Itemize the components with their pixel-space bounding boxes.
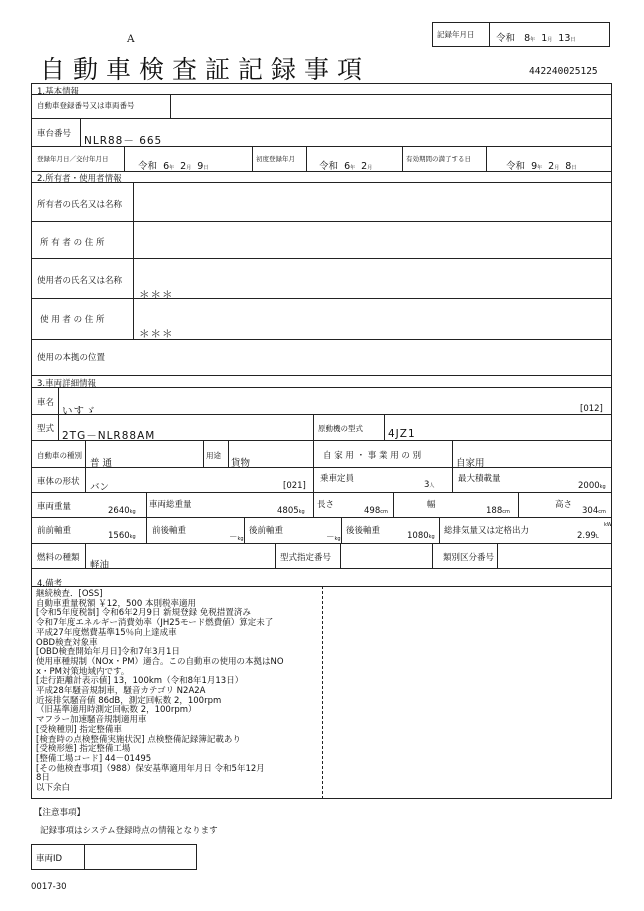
displacement-value: 2.99L (577, 531, 599, 541)
remarks-line: [その他検査事項]（988）保安基準適用年月日 令和5年12月 (36, 763, 265, 774)
first-registration-label: 初度登録年月 (256, 155, 295, 163)
registration-date-value: 令和 6年 2月 9日 (138, 161, 209, 172)
remarks-line: 近接排気騒音値 86dB，測定回転数 2，100rpm (36, 695, 222, 706)
vehicle-id-label: 車両ID (36, 854, 63, 864)
record-date-label: 記録年月日 (437, 30, 475, 39)
capacity-label: 乗車定員 (320, 474, 355, 484)
caution-text: 記録事項はシステム登録時点の情報となります (40, 826, 218, 836)
section-basic-title: 1.基本情報 (37, 87, 80, 97)
business-use-value: 自家用 (456, 458, 485, 469)
remarks-line: 使用車種規制（NOx・PM）適合。この自動車の使用の本拠はNO (36, 656, 284, 667)
vehicle-weight-value: 2640kg (108, 506, 136, 516)
displacement-unit-kw: kW (604, 522, 612, 528)
car-name-value: いすゞ (62, 405, 97, 417)
form-number: 0017-30 (31, 882, 67, 892)
remarks-line: [走行距離計表示値] 13，100km（令和8年1月13日） (36, 676, 244, 687)
max-load-label: 最大積載量 (458, 474, 501, 484)
registration-number-label: 自動車登録番号又は車両番号 (37, 101, 135, 110)
caution-label: 【注意事項】 (34, 808, 86, 818)
max-load-value: 2000kg (578, 481, 606, 491)
page-title: 自動車検査証記録事項 (40, 55, 371, 84)
height-value: 304cm (582, 506, 606, 516)
user-name-label: 使用者の氏名又は名称 (37, 276, 123, 286)
remarks-line: マフラー加速騒音規制適用車 (36, 715, 147, 726)
expiry-value: 令和 9年 2月 8日 (506, 161, 577, 172)
vin-label: 車台番号 (37, 129, 72, 139)
displacement-label: 総排気量又は定格出力 (444, 526, 530, 536)
remarks-line: 継続検査．[OSS] (36, 589, 103, 599)
model-value: 2TG－NLR88AM (62, 430, 156, 442)
remarks-line: [検査時の点検整備実施状況] 点検整備記録簿記載あり (36, 734, 241, 745)
remarks-line: 自動車重量税額 ￥12，500 本則税率適用 (36, 598, 196, 609)
gross-weight-value: 4805kg (277, 506, 305, 516)
owner-name-label: 所有者の氏名又は名称 (37, 200, 123, 210)
engine-model-value: 4JZ1 (388, 428, 416, 440)
body-shape-code: [021] (283, 481, 306, 491)
business-use-label: 自 家 用 ・ 事 業 用 の 別 (323, 451, 422, 461)
registration-date-label: 登録年月日／交付年月日 (37, 155, 109, 163)
front-front-axle-label: 前前軸重 (37, 526, 72, 536)
vin-value: NLR88－ 665 (84, 135, 163, 147)
vehicle-kind-value: 普 通 (90, 458, 113, 469)
rear-front-axle-label: 後前軸重 (249, 526, 284, 536)
car-name-code: [012] (580, 404, 603, 414)
model-label: 型式 (37, 424, 55, 434)
section-vehicle-title: 3.車両詳細情報 (37, 379, 97, 389)
remarks-line: [令和5年度税制] 令和6年2月9日 新規登録 免税措置済み (36, 608, 251, 619)
record-date-value: 令和 8年 1月 13日 (496, 33, 576, 44)
rear-front-axle-value: －kg (326, 533, 341, 543)
first-registration-value: 令和 6年 2月 (319, 161, 373, 172)
remarks-line: 平成28年騒音規制車，騒音カテゴリ N2A2A (36, 686, 206, 697)
capacity-value: 3人 (424, 480, 435, 490)
rear-rear-axle-label: 後後軸重 (346, 526, 381, 536)
front-rear-axle-label: 前後軸重 (152, 526, 187, 536)
length-value: 498cm (364, 506, 388, 516)
rear-rear-axle-value: 1080kg (407, 531, 435, 541)
body-shape-label: 車体の形状 (37, 477, 80, 487)
class-number-label: 類別区分番号 (443, 553, 495, 563)
gross-weight-label: 車両総重量 (149, 500, 192, 510)
remarks-line: 以下余白 (36, 783, 71, 794)
body-shape-value: バン (90, 482, 110, 493)
document-number: 442240025125 (529, 66, 598, 77)
length-label: 長さ (317, 500, 335, 510)
user-name-value: ＊＊＊ (139, 289, 174, 301)
width-value: 188cm (486, 506, 510, 516)
usage-value: 貨物 (231, 458, 251, 469)
engine-model-label: 原動機の型式 (318, 424, 363, 433)
front-front-axle-value: 1560kg (108, 531, 136, 541)
user-address-label: 使 用 者 の 住 所 (40, 315, 105, 325)
vehicle-kind-label: 自動車の種別 (37, 451, 82, 460)
car-name-label: 車名 (37, 398, 55, 408)
height-label: 高さ (555, 500, 573, 510)
type-designation-label: 型式指定番号 (280, 553, 332, 563)
remarks-line: [OBD検査開始年月日]令和7年3月1日 (36, 647, 180, 658)
expiry-label: 有効期間の満了する日 (406, 155, 471, 163)
form-mark: A (127, 33, 136, 45)
fuel-type-value: 軽油 (90, 560, 110, 571)
section-remarks-title: 4.備考 (37, 579, 63, 589)
front-rear-axle-value: －kg (229, 533, 244, 543)
owner-address-label: 所 有 者 の 住 所 (40, 238, 105, 248)
width-label: 幅 (427, 500, 436, 510)
remarks-line: 令和7年度エネルギー消費効率（JH25モード燃費値）算定未了 (36, 618, 274, 629)
remarks-line: （旧基準適用時測定回転数 2，100rpm） (36, 705, 197, 716)
base-location-label: 使用の本拠の位置 (37, 353, 106, 363)
vehicle-weight-label: 車両重量 (37, 502, 72, 512)
fuel-type-label: 燃料の種類 (37, 553, 80, 563)
remarks-line: [受検種別] 指定整備車 (36, 724, 122, 735)
remarks-line: [整備工場コード] 44－01495 (36, 753, 152, 764)
remarks-line: 平成27年度燃費基準15％向上達成車 (36, 627, 177, 638)
user-address-value: ＊＊＊ (139, 328, 174, 340)
remarks-list (36, 590, 321, 794)
remarks-line: OBD検査対象車 (36, 637, 98, 648)
remarks-line: x・PM対策地域内です。 (36, 666, 130, 677)
remarks-line: [受検形態] 指定整備工場 (36, 744, 131, 755)
remarks-line: 8日 (36, 773, 50, 784)
section-owner-title: 2.所有者・使用者情報 (37, 174, 122, 184)
usage-label: 用途 (206, 451, 221, 460)
